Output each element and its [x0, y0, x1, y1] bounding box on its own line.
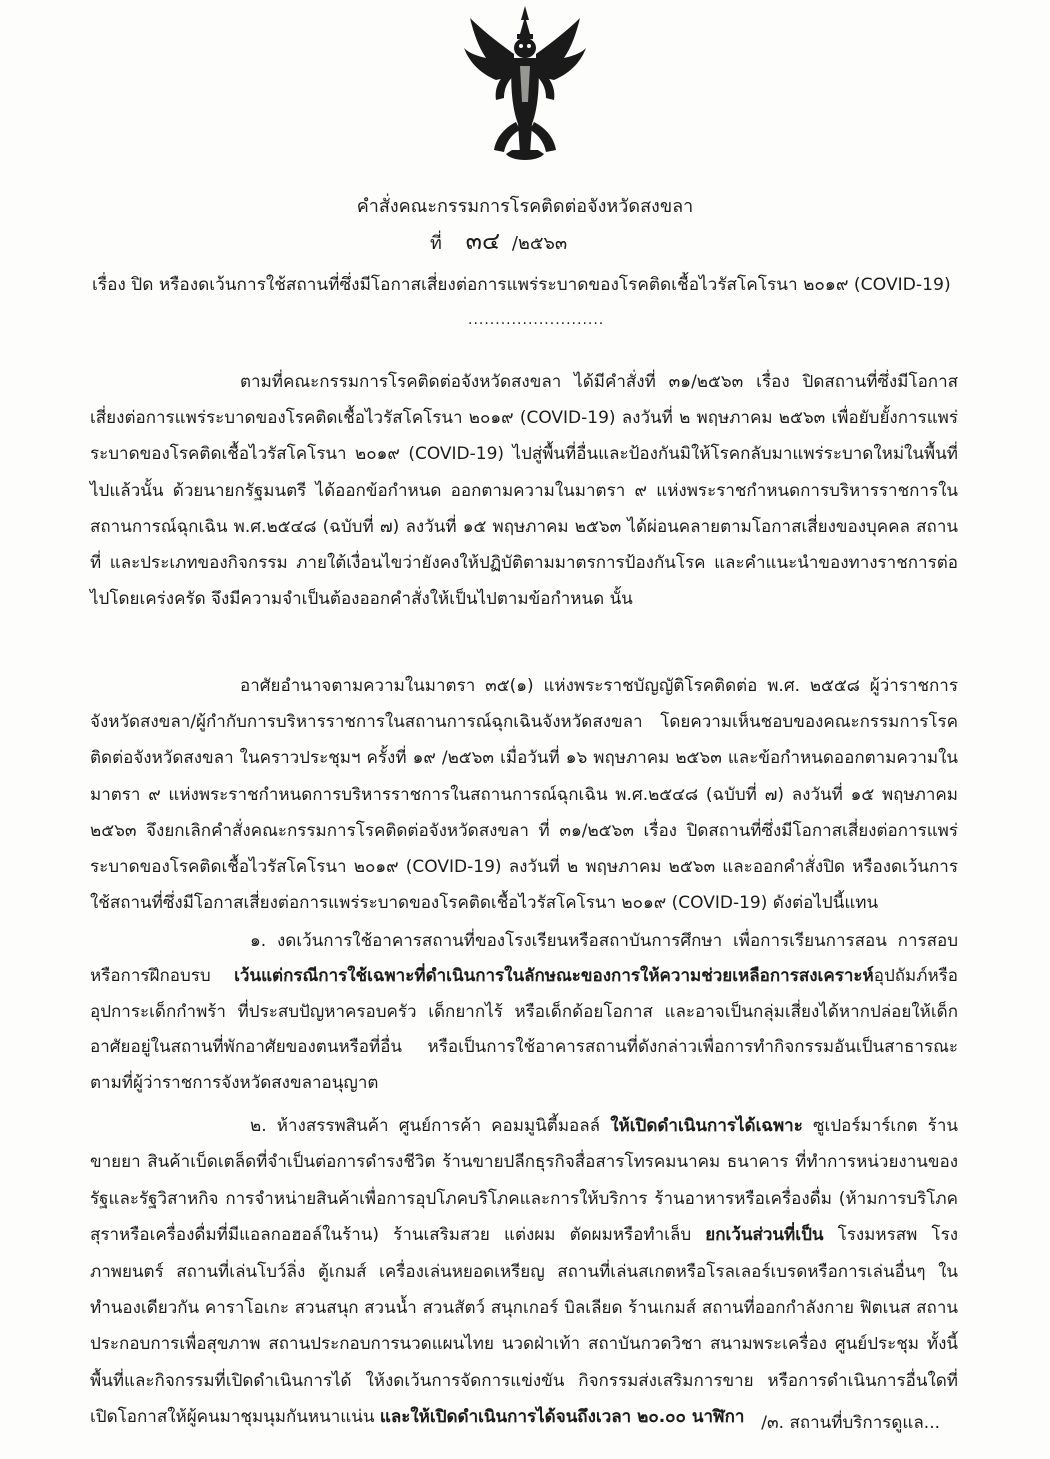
- clause-2-closing-time: และให้เปิดดำเนินการได้จนถึงเวลา ๒๐.๐๐ นาฬิกา: [379, 1407, 745, 1428]
- order-subject: เรื่อง ปิด หรืองดเว้นการใช้สถานที่ซึ่งมีโอกาสเสี่ยงต่อการแพร่ระบาดของโรคติดเชื้อไวรัสโคโรนา ๒๐๑๙ (COVID-19): [92, 275, 951, 295]
- order-title: คำสั่งคณะกรรมการโรคติดต่อจังหวัดสงขลา: [356, 196, 694, 217]
- paragraph-background: ตามที่คณะกรรมการโรคติดต่อจังหวัดสงขลา ได้มีคำสั่งที่ ๓๑/๒๕๖๓ เรื่อง ปิดสถานที่ซึ่งมีโอกาสเสี่ยงต่อการแพร่ระบาดของโรคติดเชื้อไวรัสโคโรนา ๒๐๑๙ (COVID-19) ลงวันที่ ๒ พฤษภาคม ๒๕๖๓ เพื่อยับยั้งการแพร่ระบาดของโรคติดเชื้อไวรัสโคโรนา ๒๐๑๙ (COVID-19) ไปสู่พื้นที่อื่นและป้องกันมิให้โรคกลับมาแพร่ระบาดใหม่ในพื้นที่ไปแล้วนั้น ด้วยนายกรัฐมนตรี ได้ออกข้อกำหนด ออกตามความในมาตรา ๙ แห่งพระราชกำหนดการบริหารราชการในสถานการณ์ฉุกเฉิน พ.ศ.๒๕๔๘ (ฉบับที่ ๗) ลงวันที่ ๑๕ พฤษภาคม ๒๕๖๓ ได้ผ่อนคลายตามโอกาสเสี่ยงของบุคคล สถานที่ และประเภทของกิจกรรม ภายใต้เงื่อนไขว่ายังคงให้ปฏิบัติตามมาตรการป้องกันโรค และคำแนะนำของทางราชการต่อไปโดยเคร่งครัด จึงมีความจำเป็นต้องออกคำสั่งให้เป็นไปตามข้อกำหนด นั้น: [90, 372, 958, 610]
- clause-2-text-a: ๒. ห้างสรรพสินค้า ศูนย์การค้า คอมมูนิตี้มอลล์: [250, 1116, 611, 1136]
- clause-1-text-b: อุปถัมภ์หรืออุปการะเด็กกำพร้า ที่ประสบปัญหาครอบครัว เด็กยากไร้ หรือเด็กด้อยโอกาส และอาจเป็นกลุ่มเสี่ยงได้หากปล่อยให้เด็กอาศัยอยู่ในสถานที่พักอาศัยของตนหรือที่อื่น หรือเป็นการใช้อาคารสถานที่ดังกล่าวเพื่อการทำกิจกรรมอันเป็นสาธารณะตามที่ผู้ว่าราชการจังหวัดสงขลาอนุญาต: [90, 966, 958, 1093]
- clause-2-allowed: ให้เปิดดำเนินการได้เฉพาะ: [610, 1116, 803, 1136]
- garuda-emblem-icon: [460, 4, 590, 164]
- order-number-prefix: ที่: [430, 233, 442, 254]
- continuation-note: /๓. สถานที่บริการดูแล...: [761, 1413, 940, 1433]
- clause-1-exception: เว้นแต่กรณีการใช้เฉพาะที่ดำเนินการในลักษณะของการให้ความช่วยเหลือการสงเคราะห์: [234, 966, 874, 987]
- clause-1-text-a: ๑. งดเว้นการใช้อาคารสถานที่ของโรงเรียนหรือสถาบันการศึกษา เพื่อการเรียนการสอน การสอบหรือการฝึกอบรบ: [90, 931, 958, 987]
- order-number-value: ๓๔: [465, 227, 501, 255]
- order-number: [430, 228, 690, 257]
- clause-2-text-c: โรงมหรสพ โรงภาพยนตร์ สถานที่เล่นโบว์ลิ่ง ตู้เกมส์ เครื่องเล่นหยอดเหรียญ สถานที่เล่นสเกตหรือโรลเลอร์เบรดหรือการเล่นอื่นๆ ในทำนองเดียวกัน คาราโอเกะ สวนสนุก สวนน้ำ สวนสัตว์ สนุกเกอร์ บิลเลียด ร้านเกมส์ สถานที่ออกกำลังกาย ฟิตเนส สถานประกอบการเพื่อสุขภาพ สถานประกอบการนวดแผนไทย นวดฝ่าเท้า สถาบันกวดวิชา สนามพระเครื่อง ศูนย์ประชุม ทั้งนี้พื้นที่และกิจกรรมที่เปิดดำเนินการได้ ให้งดเว้นการจัดการแข่งขัน กิจกรรมส่งเสริมการขาย หรือการดำเนินการอื่นใดที่เปิดโอกาสให้ผู้คนมาชุมนุมกันหนาแน่น: [90, 1225, 958, 1428]
- clause-1-schools: [90, 924, 958, 1101]
- paragraph-authority: อาศัยอำนาจตามความในมาตรา ๓๕(๑) แห่งพระราชบัญญัติโรคติดต่อ พ.ศ. ๒๕๕๘ ผู้ว่าราชการจังหวัดสงขลา/ผู้กำกับการบริหารราชการในสถานการณ์ฉุกเฉินจังหวัดสงขลา โดยความเห็นชอบของคณะกรรมการโรคติดต่อจังหวัดสงขลา ในคราวประชุมฯ ครั้งที่ ๑๙ /๒๕๖๓ เมื่อวันที่ ๑๖ พฤษภาคม ๒๕๖๓ และข้อกำหนดออกตามความในมาตรา ๙ แห่งพระราชกำหนดการบริหารราชการในสถานการณ์ฉุกเฉิน พ.ศ.๒๕๔๘ (ฉบับที่ ๗) ลงวันที่ ๑๕ พฤษภาคม ๒๕๖๓ จึงยกเลิกคำสั่งคณะกรรมการโรคติดต่อจังหวัดสงขลา ที่ ๓๑/๒๕๖๓ เรื่อง ปิดสถานที่ซึ่งมีโอกาสเสี่ยงต่อการแพร่ระบาดของโรคติดเชื้อไวรัสโคโรนา ๒๐๑๙ (COVID-19) ลงวันที่ ๒ พฤษภาคม ๒๕๖๓ และออกคำสั่งปิด หรืองดเว้นการใช้สถานที่ซึ่งมีโอกาสเสี่ยงต่อการแพร่ระบาดของโรคติดเชื้อไวรัสโคโรนา ๒๐๑๙ (COVID-19) ดังต่อไปนี้แทน: [90, 676, 958, 914]
- clause-2-text-b: ซูเปอร์มาร์เกต ร้านขายยา สินค้าเบ็ดเตล็ดที่จำเป็นต่อการดำรงชีวิต ร้านขายปลีกธุรกิจสื่อสารโทรคมนาคม ธนาคาร ที่ทำการหน่วยงานของรัฐและรัฐวิสาหกิจ การจำหน่ายสินค้าเพื่อการอุปโภคบริโภคและการให้บริการ ร้านอาหารหรือเครื่องดื่ม (ห้ามการบริโภคสุราหรือเครื่องดื่มที่มีแอลกอฮอล์ในร้าน) ร้านเสริมสวย แต่งผม ตัดผมหรือทำเล็บ: [90, 1116, 958, 1246]
- clause-2-exception: ยกเว้นส่วนที่เป็น: [705, 1225, 824, 1246]
- order-number-suffix: /๒๕๖๓: [511, 233, 568, 254]
- clause-2-shopping-malls: [90, 1108, 958, 1436]
- dotted-separator: .........................: [468, 312, 605, 328]
